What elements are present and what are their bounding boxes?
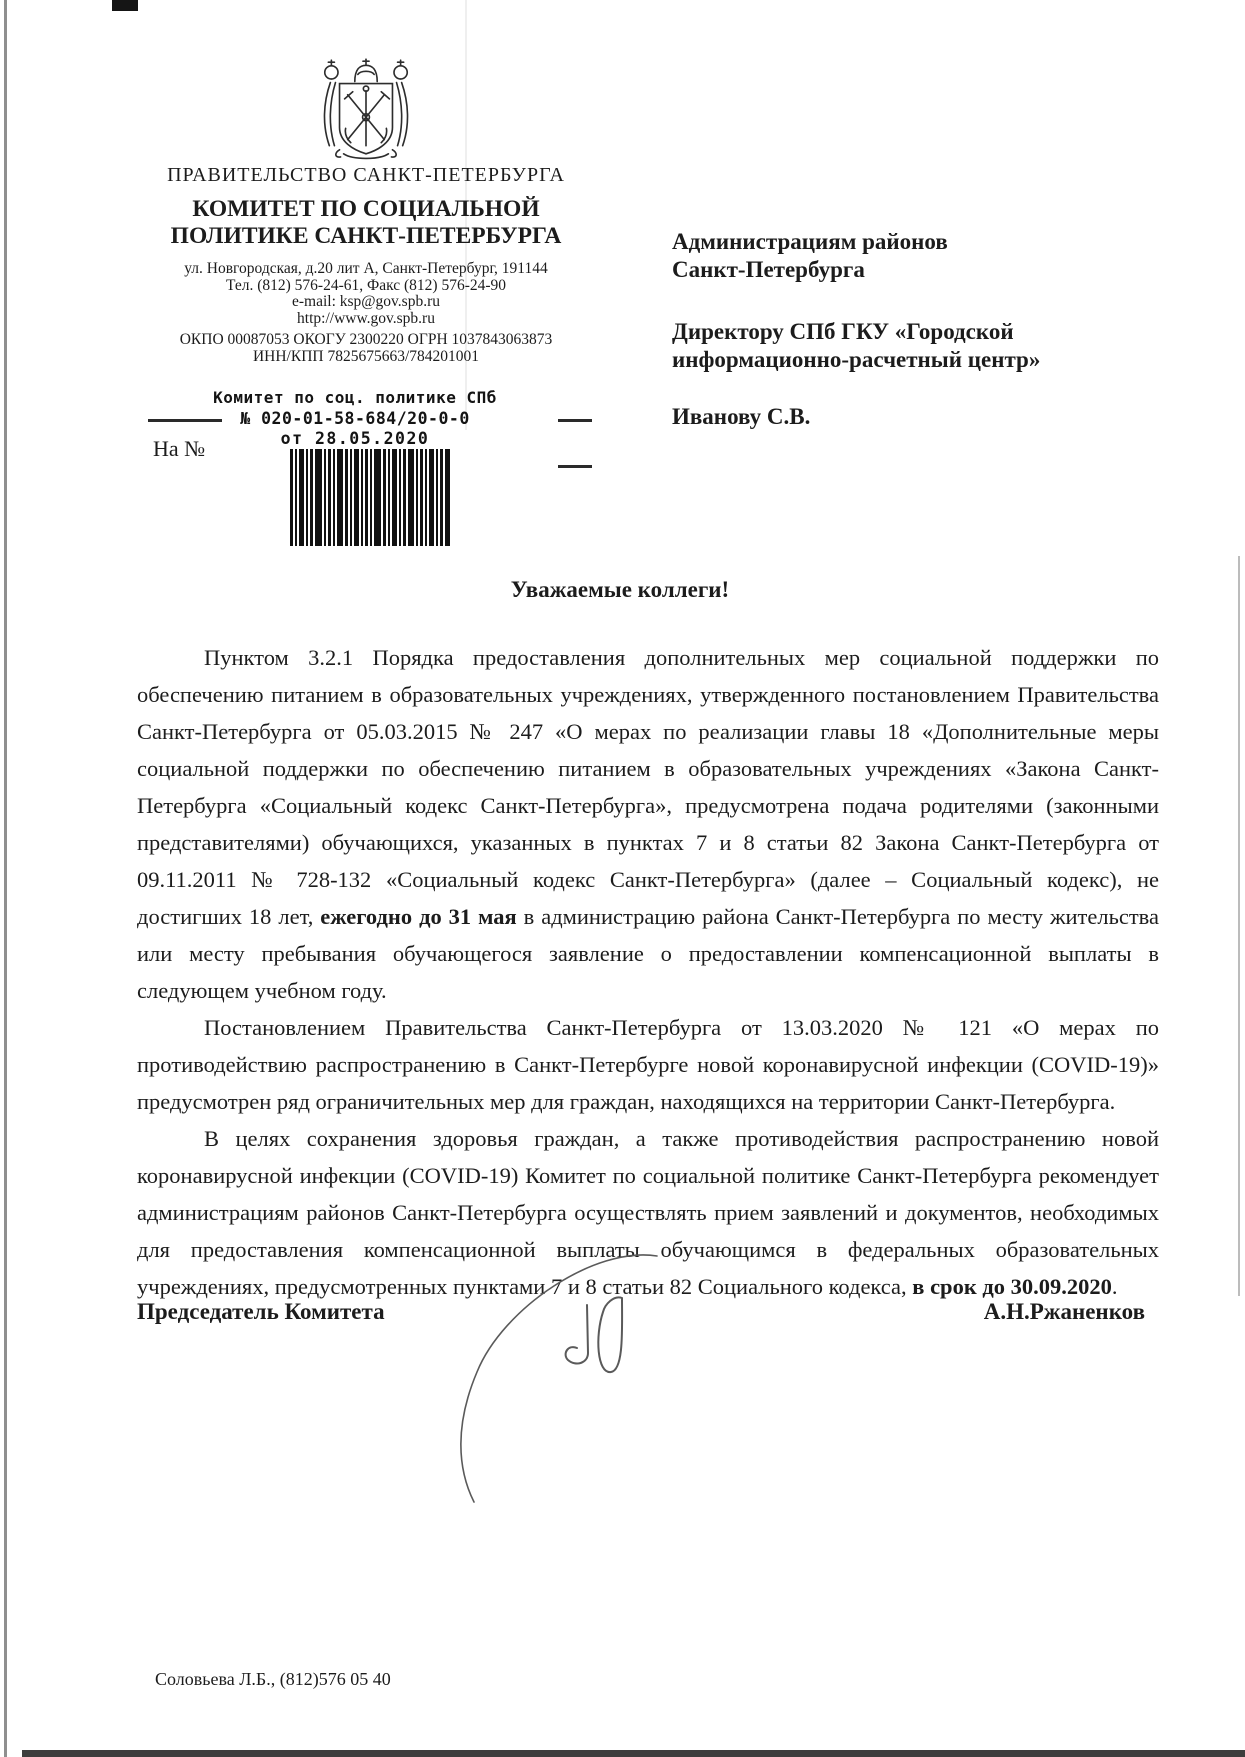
salutation: Уважаемые коллеги! — [510, 577, 730, 602]
paragraph-1-text: Пунктом 3.2.1 Порядка предоставления дополнительных мер социальной поддержки по обеспечению питанием в образовательных учреждениях, утвержденного постановлением Правительства Санкт-Петербурга от 05.03.2015 № 247 «О мерах по реализации главы 18 «Дополнительные меры социальной поддержки по обеспечению питанием в образовательных учреждениях «Закона Санкт-Петербурга «Социальный кодекс Санкт-Петербурга», предусмотрена подача родителями (законными представителями) обучающихся, указанных в пунктах 7 и 8 статьи 82 Закона Санкт-Петербурга от 09.11.2011 № 728-132 «Социальный кодекс Санкт-Петербурга» (далее – Социальный кодекс), не достигших 18 лет, — [137, 645, 1159, 929]
government-title: ПРАВИТЕЛЬСТВО САНКТ-ПЕТЕРБУРГА — [167, 164, 565, 186]
letterhead-website: http://www.gov.spb.ru — [297, 309, 435, 327]
coat-of-arms-icon — [310, 52, 422, 162]
scan-corner-mark — [112, 0, 138, 11]
reference-dash-top — [558, 419, 592, 422]
barcode — [290, 449, 450, 546]
addressee-block — [672, 228, 1142, 431]
handwritten-signature — [445, 1250, 745, 1510]
letterhead — [137, 52, 595, 365]
reference-na-no-label: На № — [153, 436, 206, 461]
stamp-organization: Комитет по соц. политике СПб — [213, 388, 497, 407]
paragraph-3-bold: в срок до 30.09.2020 — [912, 1274, 1112, 1299]
addressee-person: Иванову С.В. — [672, 404, 811, 429]
scan-edge-bottom — [22, 1750, 1245, 1757]
committee-name-line2: ПОЛИТИКЕ САНКТ-ПЕТЕРБУРГА — [170, 223, 562, 249]
signer-position: Председатель Комитета — [137, 1299, 385, 1324]
letterhead-phone-fax: Тел. (812) 576-24-61, Факс (812) 576-24-90 — [225, 276, 507, 294]
addressee-director-line1: Директору СПб ГКУ «Городской — [672, 319, 1014, 344]
stamp-date: от 28.05.2020 — [280, 429, 430, 448]
letterhead-registration-codes: ОКПО 00087053 ОКОГУ 2300220 ОГРН 1037843063873 — [179, 331, 553, 348]
letterhead-email: e-mail: ksp@gov.spb.ru — [291, 293, 440, 310]
addressee-districts-line1: Администрациям районов — [672, 229, 948, 254]
paragraph-1-tail: в администрацию района Санкт-Петербурга по месту жительства или месту пребывания обучающегося заявление о предоставлении компенсационной выплаты в следующем учебном году. — [137, 904, 1159, 1003]
addressee-districts-line2: Санкт-Петербурга — [672, 257, 865, 282]
letter-body — [137, 639, 1159, 1305]
registration-stamp — [200, 388, 510, 448]
scan-edge-right — [1238, 556, 1240, 1296]
committee-name-line1: КОМИТЕТ ПО СОЦИАЛЬНОЙ — [192, 196, 540, 222]
paragraph-2: Постановлением Правительства Санкт-Петербурга от 13.03.2020 № 121 «О мерах по противодействию распространению в Санкт-Петербурге новой коронавирусной инфекции (COVID-19)» предусмотрен ряд ограничительных мер для граждан, находящихся на территории Санкт-Петербурга. — [137, 1015, 1159, 1114]
stamp-number: № 020-01-58-684/20-0-0 — [240, 409, 470, 428]
committee-name — [137, 196, 595, 250]
reference-dash-bottom — [558, 465, 592, 468]
reference-number-line — [148, 419, 222, 422]
paragraph-3-text: В целях сохранения здоровья граждан, а также противодействия распространению новой коронавирусной инфекции (COVID-19) Комитет по социальной политике Санкт-Петербурга рекомендует администрациям районов Санкт-Петербурга осуществлять прием заявлений и документов, необходимых для предоставления компенсационной выплаты обучающимся в федеральных образовательных учреждениях, предусмотренных пунктами 7 и 8 статьи 82 Социального кодекса, — [137, 1126, 1159, 1299]
addressee-director-line2: информационно-расчетный центр» — [672, 347, 1041, 372]
paragraph-1 — [137, 639, 1159, 1009]
executor-contact: Соловьева Л.Б., (812)576 05 40 — [155, 1669, 391, 1689]
scan-edge-left — [4, 0, 7, 1757]
signer-name: А.Н.Ржаненков — [983, 1299, 1145, 1324]
paragraph-1-bold: ежегодно до 31 мая — [320, 904, 517, 929]
paragraph-3-tail: . — [1111, 1274, 1118, 1299]
letterhead-address: ул. Новгородская, д.20 лит А, Санкт-Петербург, 191144 — [184, 260, 548, 277]
letterhead-inn-kpp: ИНН/КПП 7825675663/784201001 — [252, 347, 480, 365]
